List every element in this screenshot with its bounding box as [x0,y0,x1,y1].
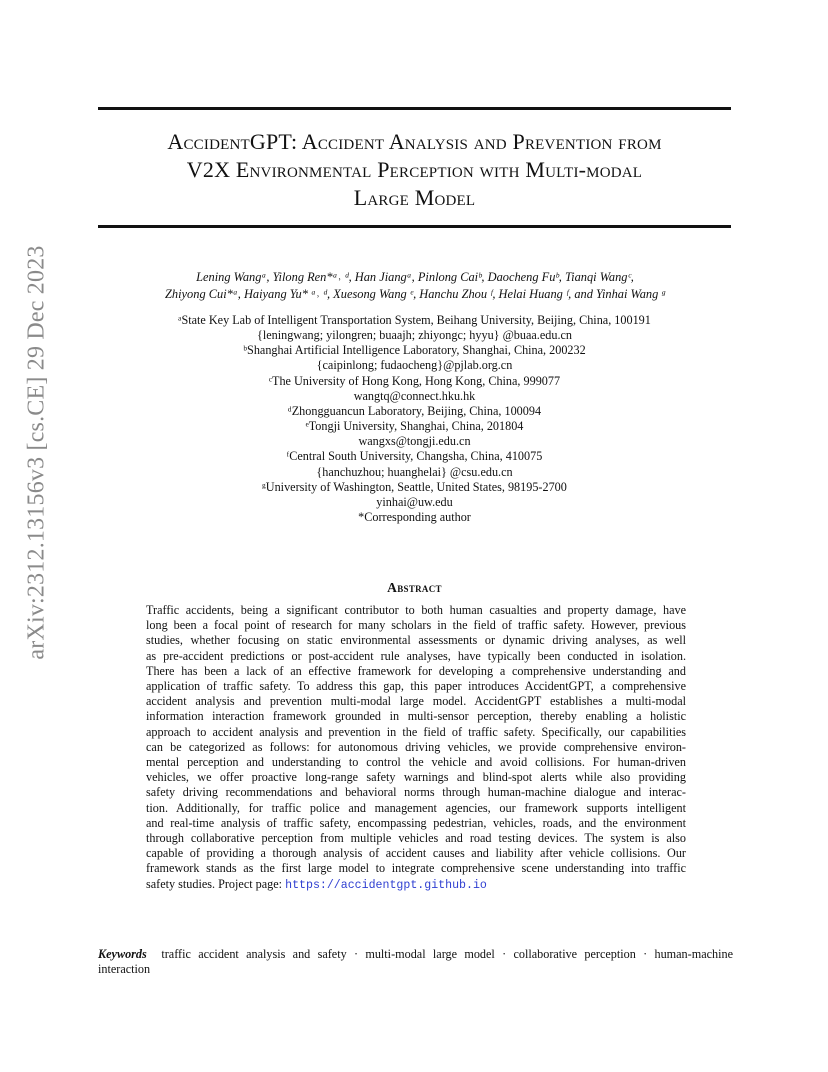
title-line-3: Large Model [353,185,476,210]
abstract-line: There has been a lack of an effective framework for developing a comprehensive understanding and [146,663,686,678]
affiliation-line: ᶜThe University of Hong Kong, Hong Kong, China, 999077 [268,373,561,388]
abstract-line: approach to accident analysis and prevention in the field of traffic safety. Specifically, our capabilities [146,724,686,739]
abstract-line: mental perception and understanding to control the vehicle and avoid collisions. For human-driven [146,755,686,770]
affiliation-line: ᶠCentral South University, Changsha, China, 410075 [286,449,543,464]
abstract-line: capable of providing a thorough analysis of accident causes and liability after vehicle collisions. Our [146,846,686,861]
abstract-line: studies, whether focusing on static environmental assessments or dynamic driving analyses, as well [146,633,686,648]
keywords-line-2: interaction [98,962,151,977]
title-top-rule [98,107,731,110]
abstract-line: safety driving recommendations and behavioral norms through human-machine dialogue and interac- [146,785,686,800]
project-page-link[interactable]: https://accidentgpt.github.io [285,878,487,892]
title-line-2: V2X Environmental Perception with Multi-modal [186,157,643,182]
corresponding-author-note: *Corresponding author [358,510,471,525]
abstract-line: tion. Additionally, for traffic police and management agencies, our framework supports intelligent [146,800,686,815]
abstract-line: Traffic accidents, being a significant contributor to both human casualties and property damage, have [146,603,686,617]
affiliation-line: ᵃState Key Lab of Intelligent Transportation System, Beihang University, Beijing, China, 100191 [178,313,651,327]
abstract-heading: Abstract [387,580,442,595]
keywords-section [98,947,733,978]
affiliation-line: yinhai@uw.edu [376,494,453,509]
abstract-body [146,603,686,893]
abstract-line: vehicles, we offer proactive long-range safety warnings and blind-spot alerts while also providing [146,770,686,785]
abstract-line: application of traffic safety. To address this gap, this paper introduces AccidentGPT, a comprehensive [146,679,686,694]
affiliation-line: ᵉTongji University, Shanghai, China, 201804 [305,419,524,434]
abstract-line: accident analysis and prevention multi-modal large model. AccidentGPT establishes a multi-modal [146,694,686,709]
arxiv-identifier [20,245,54,660]
abstract-line: can be categorized as follows: for autonomous driving vehicles, we provide comprehensive environ- [146,739,686,754]
author-list [90,269,740,303]
abstract-line: through collaborative perception from multiple vehicles and road testing devices. The system is also [146,831,686,846]
abstract-line: framework stands as the first large model to integrate comprehensive scene understanding into traffic [146,861,686,876]
keywords-text-1: traffic accident analysis and safety · multi-modal large model · collaborative perception · human-machine [161,947,733,961]
affiliation-line: ᵈZhongguancun Laboratory, Beijing, China, 100094 [287,403,542,418]
abstract-line: as pre-accident predictions or post-accident rule analyses, have typically been conducted in isolation. [146,648,686,663]
title-line-1: AccidentGPT: Accident Analysis and Prevention from [167,129,662,154]
abstract-line: and real-time analysis of traffic safety, encompassing pedestrian, vehicles, roads, and the environment [146,815,686,830]
keywords-label: Keywords [98,947,147,961]
paper-title [98,128,731,212]
title-bottom-rule [98,225,731,228]
author-line-2: Zhiyong Cui*ᵃ, Haiyang Yu* ᵃ˒ ᵈ, Xuesong Wang ᵉ, Hanchu Zhou ᶠ, Helai Huang ᶠ, and Yinhai Wang ᵍ [165,287,665,301]
abstract-line: information interaction framework grounded in multi-sensor perception, thereby enabling a holistic [146,709,686,724]
affiliation-line: wangtq@connect.hku.hk [353,388,476,403]
affiliation-line: {caipinlong; fudaocheng}@pjlab.org.cn [316,358,513,373]
affiliation-line: {hanchuzhou; huanghelai} @csu.edu.cn [316,464,513,479]
affiliation-line: wangxs@tongji.edu.cn [358,434,471,449]
author-line-1: Lening Wangᵃ, Yilong Ren*ᵃ˒ ᵈ, Han Jiangᵃ, Pinlong Caiᵇ, Daocheng Fuᵇ, Tianqi Wangᶜ, [196,270,634,284]
affiliation-list [98,313,731,525]
affiliation-line: ᵍUniversity of Washington, Seattle, United States, 98195-2700 [262,479,567,494]
arxiv-identifier-text: arXiv:2312.13156v3 [cs.CE] 29 Dec 2023 [23,245,50,660]
abstract-line: long been a focal point of research for many scholars in the field of traffic safety. However, previous [146,618,686,633]
abstract-last-line-text: safety studies. Project page: [146,876,286,891]
affiliation-line: ᵇShanghai Artificial Intelligence Laboratory, Shanghai, China, 200232 [243,343,586,358]
abstract-last-line [146,877,686,893]
keywords-line-1 [98,947,733,962]
affiliation-line: {leningwang; yilongren; buaajh; zhiyongc; hyyu} @buaa.edu.cn [256,328,572,343]
